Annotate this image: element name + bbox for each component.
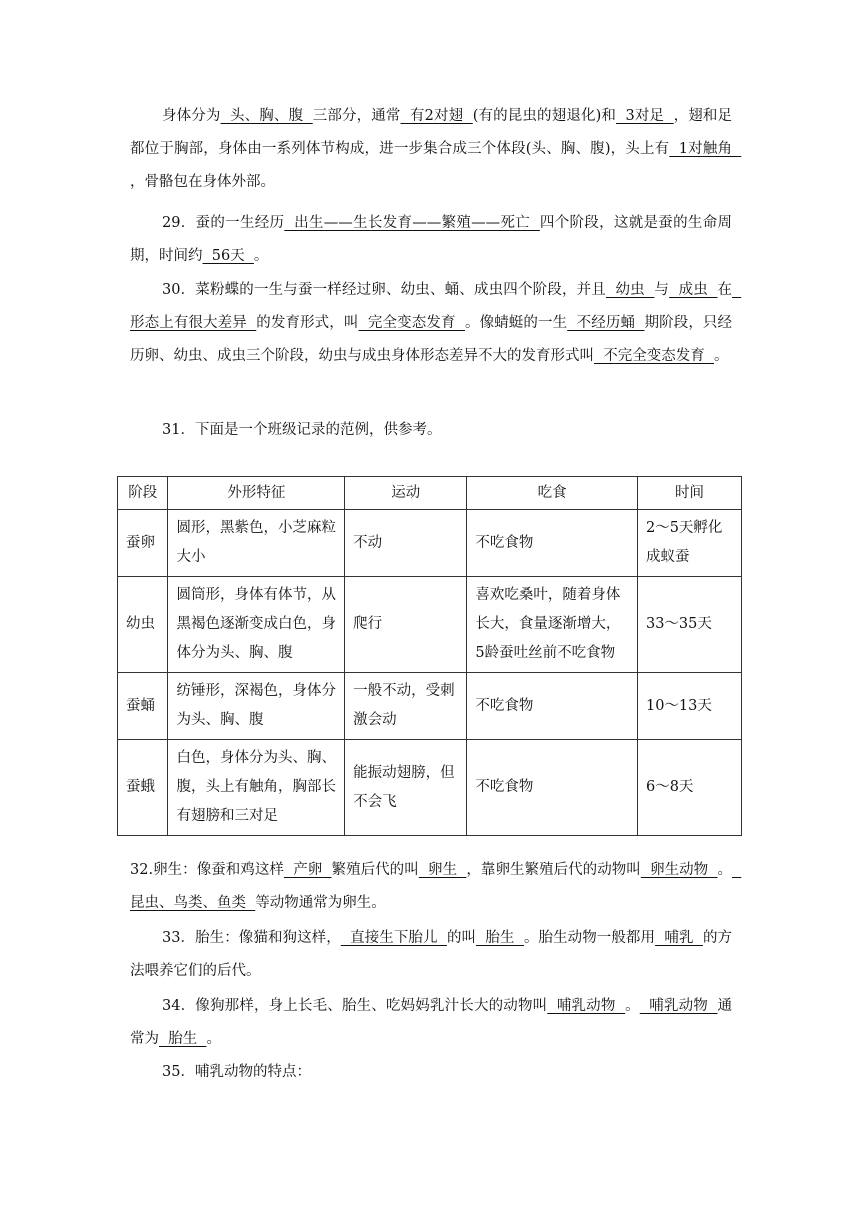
text: 的发育形式，叫 — [256, 315, 359, 331]
cell-time: 2～5天孵化成蚁蚕 — [637, 510, 741, 577]
answer-blank: 哺乳 — [655, 930, 703, 946]
cell-appearance: 白色，身体分为头、胸、腹，头上有触角，胸部长有翅膀和三对足 — [168, 740, 345, 836]
cell-movement: 一般不动，受刺激会动 — [345, 673, 467, 740]
text: 繁殖后代的叫 — [331, 862, 419, 878]
text: 的方法喂养它们的后代。 — [130, 930, 733, 979]
text: 。像蜻蜓的一生 — [464, 315, 568, 331]
cell-time: 33～35天 — [637, 577, 741, 673]
header-appearance: 外形特征 — [168, 477, 345, 510]
text: 。 — [717, 862, 733, 878]
header-movement: 运动 — [345, 477, 467, 510]
text: ，靠卵生繁殖后代的动物叫 — [466, 862, 641, 878]
answer-blank: 出生——生长发育——繁殖——死亡 — [284, 215, 540, 231]
header-stage: 阶段 — [118, 477, 168, 510]
table-row — [118, 740, 742, 836]
text: 等动物通常为卵生。 — [255, 895, 386, 911]
text: 。 — [625, 998, 640, 1014]
text: ，骨骼包在身体外部。 — [130, 174, 275, 190]
table-row — [118, 673, 742, 740]
cell-appearance: 圆筒形，身体有体节，从黑褐色逐渐变成白色，身体分为头、胸、腹 — [168, 577, 345, 673]
paragraph-33-viviparous — [130, 922, 732, 988]
paragraph-32-oviparous — [130, 854, 742, 920]
silkworm-record-table — [117, 476, 742, 836]
answer-blank: 不完全变态发育 — [594, 348, 714, 364]
answer-blank: 形态上有很大差异 — [130, 282, 742, 331]
answer-blank: 昆虫、鸟类、鱼类 — [130, 862, 742, 911]
paragraph-31-intro — [130, 414, 732, 447]
answer-blank: 1对触角 — [669, 141, 742, 157]
text: 33．胎生：像猫和狗这样， — [162, 930, 341, 946]
answer-blank: 胎生 — [159, 1031, 207, 1047]
cell-stage: 蚕蛾 — [118, 740, 168, 836]
header-eating: 吃食 — [467, 477, 638, 510]
text: 期阶段，只经历卵、幼虫、成虫三个阶段，幼虫与成虫身体形态差异不大的发育形式叫 — [130, 315, 733, 364]
answer-blank: 哺乳动物 — [547, 998, 626, 1014]
cell-appearance: 圆形，黑紫色，小芝麻粒大小 — [168, 510, 345, 577]
table-header-row — [118, 477, 742, 510]
text: 29．蚕的一生经历 — [162, 215, 285, 231]
answer-blank: 56天 — [202, 248, 254, 264]
text: 。 — [206, 1031, 221, 1047]
text: 身体分为 — [162, 108, 221, 124]
answer-blank: 产卵 — [283, 862, 332, 878]
text: 30．菜粉蝶的一生与蚕一样经过卵、幼虫、蛹、成虫四个阶段，并且 — [162, 282, 606, 298]
paragraph-29-silkworm-cycle — [130, 207, 732, 273]
text: 35．哺乳动物的特点： — [162, 1064, 311, 1080]
text: 。 — [253, 248, 269, 264]
cell-eating: 不吃食物 — [467, 673, 638, 740]
cell-appearance: 纺锤形，深褐色，身体分为头、胸、腹 — [168, 673, 345, 740]
cell-stage: 蚕蛹 — [118, 673, 168, 740]
cell-time: 10～13天 — [637, 673, 741, 740]
text: 。 — [713, 348, 729, 364]
text: ，翅和足都位于胸部，身体由一系列体节构成，进一步集合成三个体段(头、胸、腹)，头上有 — [130, 108, 733, 157]
text: 三部分，通常 — [312, 108, 401, 124]
text: 31．下面是一个班级记录的范例，供参考。 — [162, 422, 442, 438]
text: 34．像狗那样，身上长毛、胎生、吃妈妈乳汁长大的动物叫 — [162, 998, 548, 1014]
text: 通常为 — [130, 998, 733, 1047]
answer-blank: 幼虫 — [605, 282, 655, 298]
answer-blank: 成虫 — [669, 282, 718, 298]
text: (有的昆虫的翅退化)和 — [472, 108, 617, 124]
cell-movement: 能振动翅膀，但不会飞 — [345, 740, 467, 836]
cell-stage: 蚕卵 — [118, 510, 168, 577]
paragraph-30-metamorphosis — [130, 274, 742, 373]
cell-eating: 喜欢吃桑叶，随着身体长大，食量逐渐增大，5龄蚕吐丝前不吃食物 — [467, 577, 638, 673]
answer-blank: 头、胸、腹 — [220, 108, 313, 124]
paragraph-35-mammal-traits — [130, 1056, 732, 1089]
text: 的叫 — [446, 930, 477, 946]
cell-movement: 爬行 — [345, 577, 467, 673]
paragraph-34-mammals — [130, 990, 732, 1056]
cell-eating: 不吃食物 — [467, 740, 638, 836]
answer-blank: 直接生下胎儿 — [340, 930, 447, 946]
text: 在 — [717, 282, 732, 298]
header-time: 时间 — [637, 477, 741, 510]
table-row — [118, 577, 742, 673]
table-row — [118, 510, 742, 577]
text: 与 — [654, 282, 670, 298]
text: 32.卵生：像蚕和鸡这样 — [130, 862, 284, 878]
answer-blank: 完全变态发育 — [358, 315, 465, 331]
cell-movement: 不动 — [345, 510, 467, 577]
paragraph-28-insect-body — [130, 100, 742, 199]
cell-time: 6～8天 — [637, 740, 741, 836]
answer-blank: 3对足 — [616, 108, 674, 124]
cell-stage: 幼虫 — [118, 577, 168, 673]
answer-blank: 胎生 — [476, 930, 524, 946]
text: 。胎生动物一般都用 — [523, 930, 656, 946]
cell-eating: 不吃食物 — [467, 510, 638, 577]
answer-blank: 有2对翅 — [400, 108, 473, 124]
answer-blank: 卵生动物 — [640, 862, 718, 878]
text: 四个阶段，这就是蚕的生命周期，时间约 — [130, 215, 733, 264]
answer-blank: 卵生 — [418, 862, 467, 878]
answer-blank: 哺乳动物 — [639, 998, 718, 1014]
answer-blank: 不经历蛹 — [567, 315, 645, 331]
